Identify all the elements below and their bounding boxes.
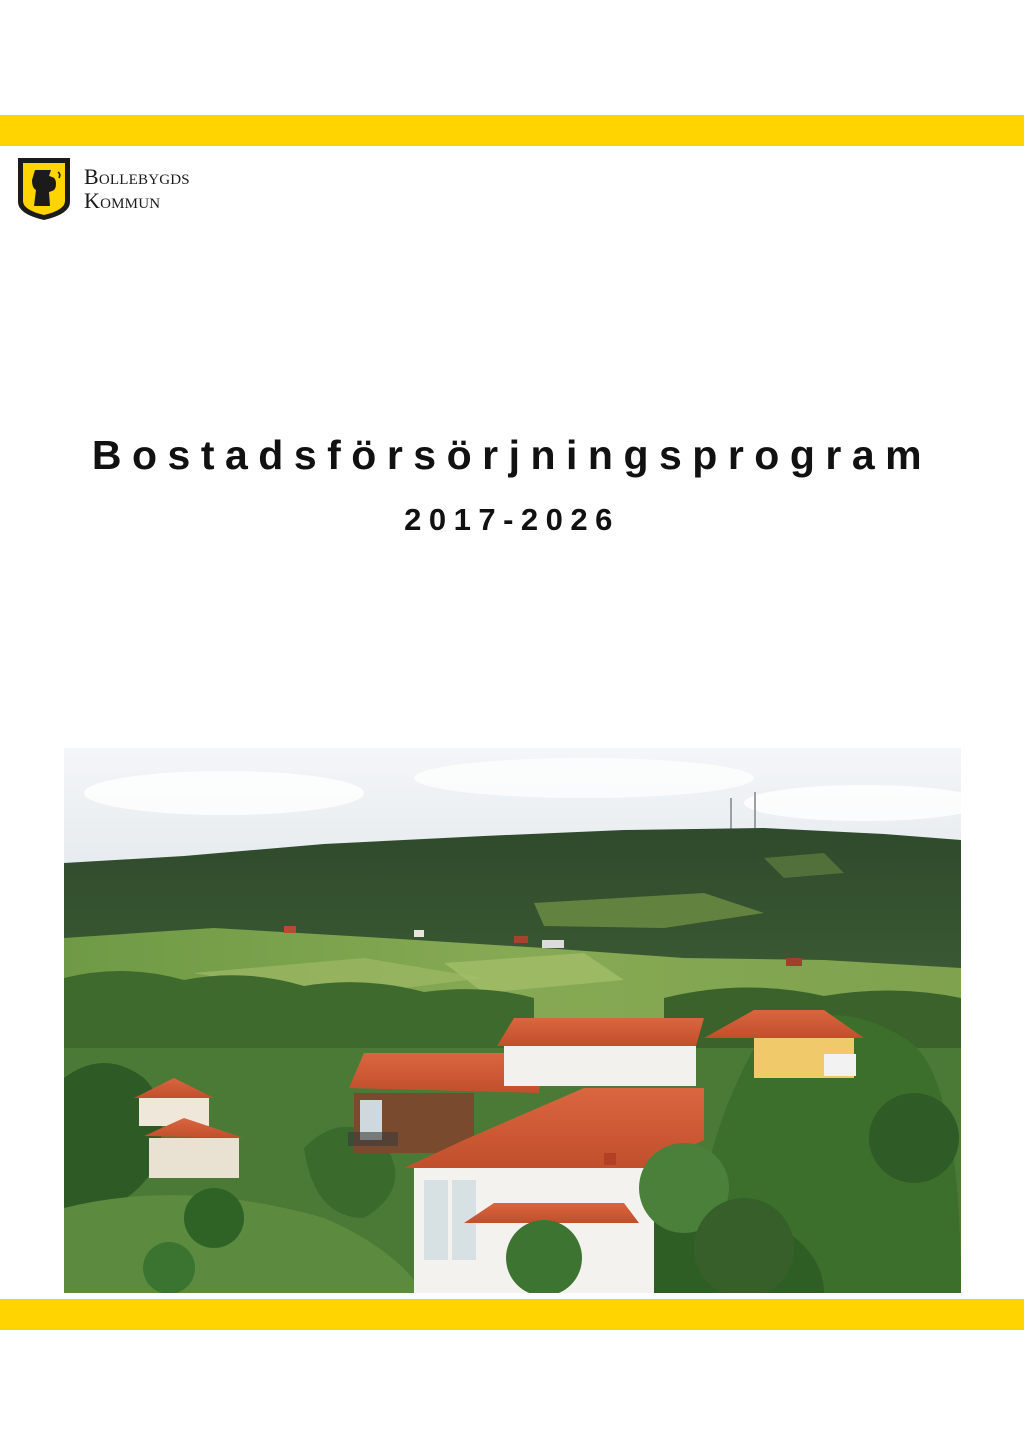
- top-yellow-band: [0, 115, 1024, 146]
- wordmark-line-1: Bollebygds: [84, 164, 190, 189]
- municipality-logo: [16, 156, 190, 222]
- document-title: Bostadsförsörjningsprogram: [91, 432, 933, 478]
- municipality-wordmark: [84, 165, 190, 213]
- bottom-yellow-band: [0, 1299, 1024, 1330]
- cover-photo: [64, 748, 961, 1293]
- document-period: 2017-2026: [404, 502, 620, 537]
- coat-of-arms-icon: [16, 156, 72, 222]
- wordmark-line-2: Kommun: [84, 188, 161, 213]
